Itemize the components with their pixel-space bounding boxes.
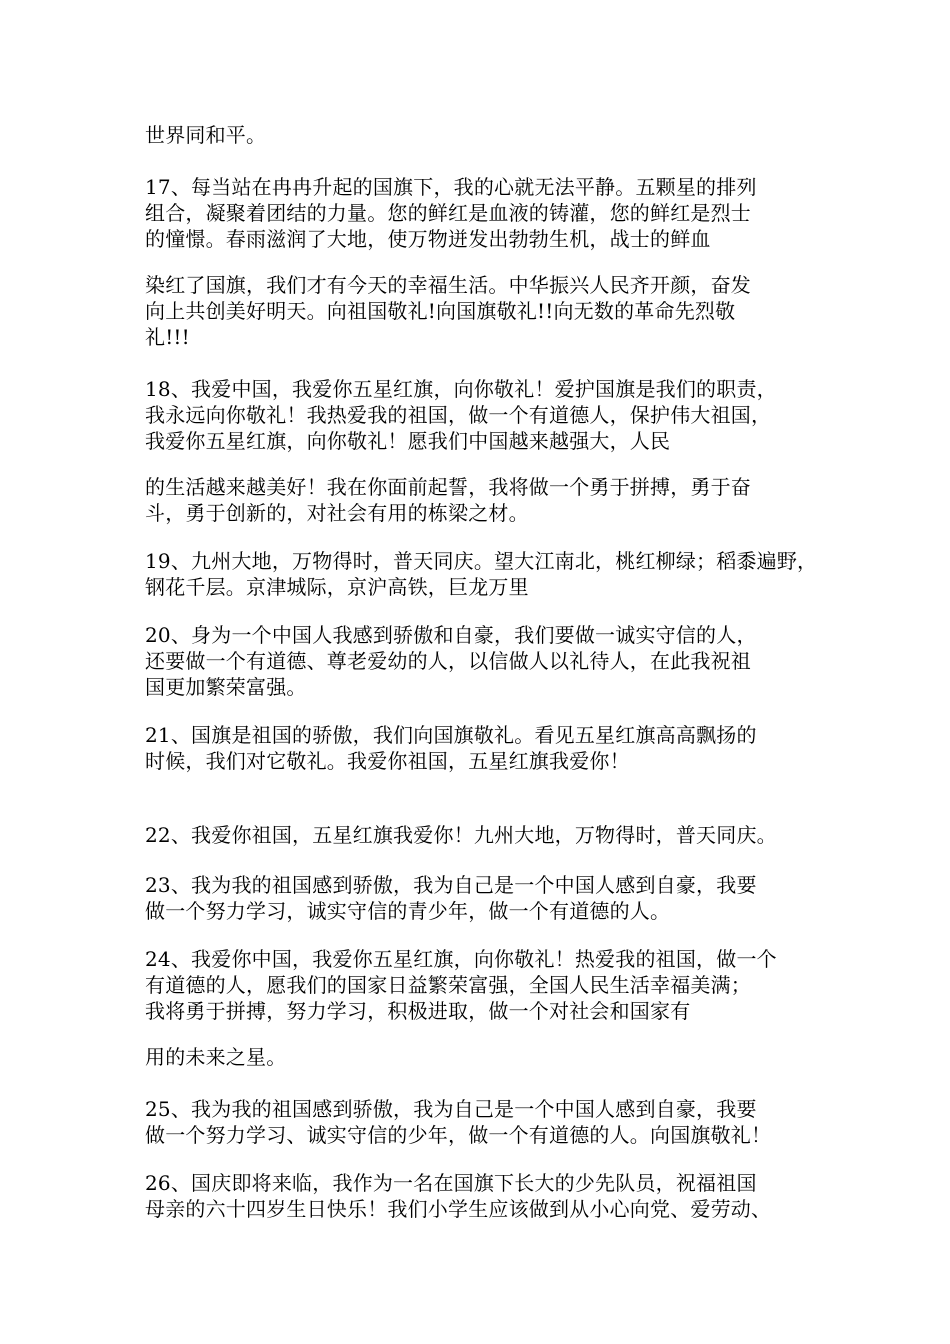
text-line: 25、我为我的祖国感到骄傲，我为自己是一个中国人感到自豪，我要 bbox=[145, 1097, 757, 1121]
text-line: 用的未来之星。 bbox=[145, 1045, 287, 1069]
text-line: 还要做一个有道德、尊老爱幼的人，以信做人以礼待人，在此我祝祖 bbox=[145, 649, 751, 673]
text-line: 23、我为我的祖国感到骄傲，我为自己是一个中国人感到自豪，我要 bbox=[145, 873, 757, 897]
text-line: 24、我爱你中国，我爱你五星红旗，向你敬礼！热爱我的祖国，做一个 bbox=[145, 947, 777, 971]
text-line: 20、身为一个中国人我感到骄傲和自豪，我们要做一诚实守信的人， bbox=[145, 623, 757, 647]
text-line: 21、国旗是祖国的骄傲，我们向国旗敬礼。看见五星红旗高高飘扬的 bbox=[145, 723, 757, 747]
text-line: 向上共创美好明天。向祖国敬礼!向国旗敬礼!!向无数的革命先烈敬 bbox=[145, 299, 736, 323]
text-line: 18、我爱中国，我爱你五星红旗，向你敬礼！爱护国旗是我们的职责， bbox=[145, 377, 777, 401]
text-line: 组合，凝聚着团结的力量。您的鲜红是血液的铸灌，您的鲜红是烈士 bbox=[145, 201, 751, 225]
text-line: 母亲的六十四岁生日快乐！我们小学生应该做到从小心向党、爱劳动、 bbox=[145, 1197, 772, 1221]
text-line: 我将勇于拼搏，努力学习，积极进取，做一个对社会和国家有 bbox=[145, 999, 691, 1023]
text-line: 做一个努力学习，诚实守信的青少年，做一个有道德的人。 bbox=[145, 899, 671, 923]
text-line: 世界同和平。 bbox=[145, 123, 267, 147]
text-line: 19、九州大地，万物得时，普天同庆。望大江南北，桃红柳绿；稻黍遍野， bbox=[145, 549, 818, 573]
text-line: 我爱你五星红旗，向你敬礼！愿我们中国越来越强大，人民 bbox=[145, 429, 671, 453]
text-line: 做一个努力学习、诚实守信的少年，做一个有道德的人。向国旗敬礼！ bbox=[145, 1123, 772, 1147]
text-line: 17、每当站在冉冉升起的国旗下，我的心就无法平静。五颗星的排列 bbox=[145, 175, 757, 199]
text-line: 的生活越来越美好！我在你面前起誓，我将做一个勇于拼搏，勇于奋 bbox=[145, 475, 751, 499]
text-line: 钢花千层。京津城际，京沪高铁，巨龙万里 bbox=[145, 575, 529, 599]
text-line: 的憧憬。春雨滋润了大地，使万物迸发出勃勃生机，战士的鲜血 bbox=[145, 227, 711, 251]
text-line: 26、国庆即将来临，我作为一名在国旗下长大的少先队员，祝福祖国 bbox=[145, 1171, 757, 1195]
text-line: 22、我爱你祖国，五星红旗我爱你！九州大地，万物得时，普天同庆。 bbox=[145, 823, 777, 847]
text-line: 有道德的人，愿我们的国家日益繁荣富强，全国人民生活幸福美满； bbox=[145, 973, 751, 997]
text-line: 我永远向你敬礼！我热爱我的祖国，做一个有道德人，保护伟大祖国， bbox=[145, 403, 772, 427]
text-line: 时候，我们对它敬礼。我爱你祖国，五星红旗我爱你！ bbox=[145, 749, 630, 773]
text-line: 斗，勇于创新的，对社会有用的栋梁之材。 bbox=[145, 501, 529, 525]
text-line: 国更加繁荣富强。 bbox=[145, 675, 307, 699]
text-line: 礼!!! bbox=[145, 325, 190, 349]
text-line: 染红了国旗，我们才有今天的幸福生活。中华振兴人民齐开颜，奋发 bbox=[145, 273, 751, 297]
